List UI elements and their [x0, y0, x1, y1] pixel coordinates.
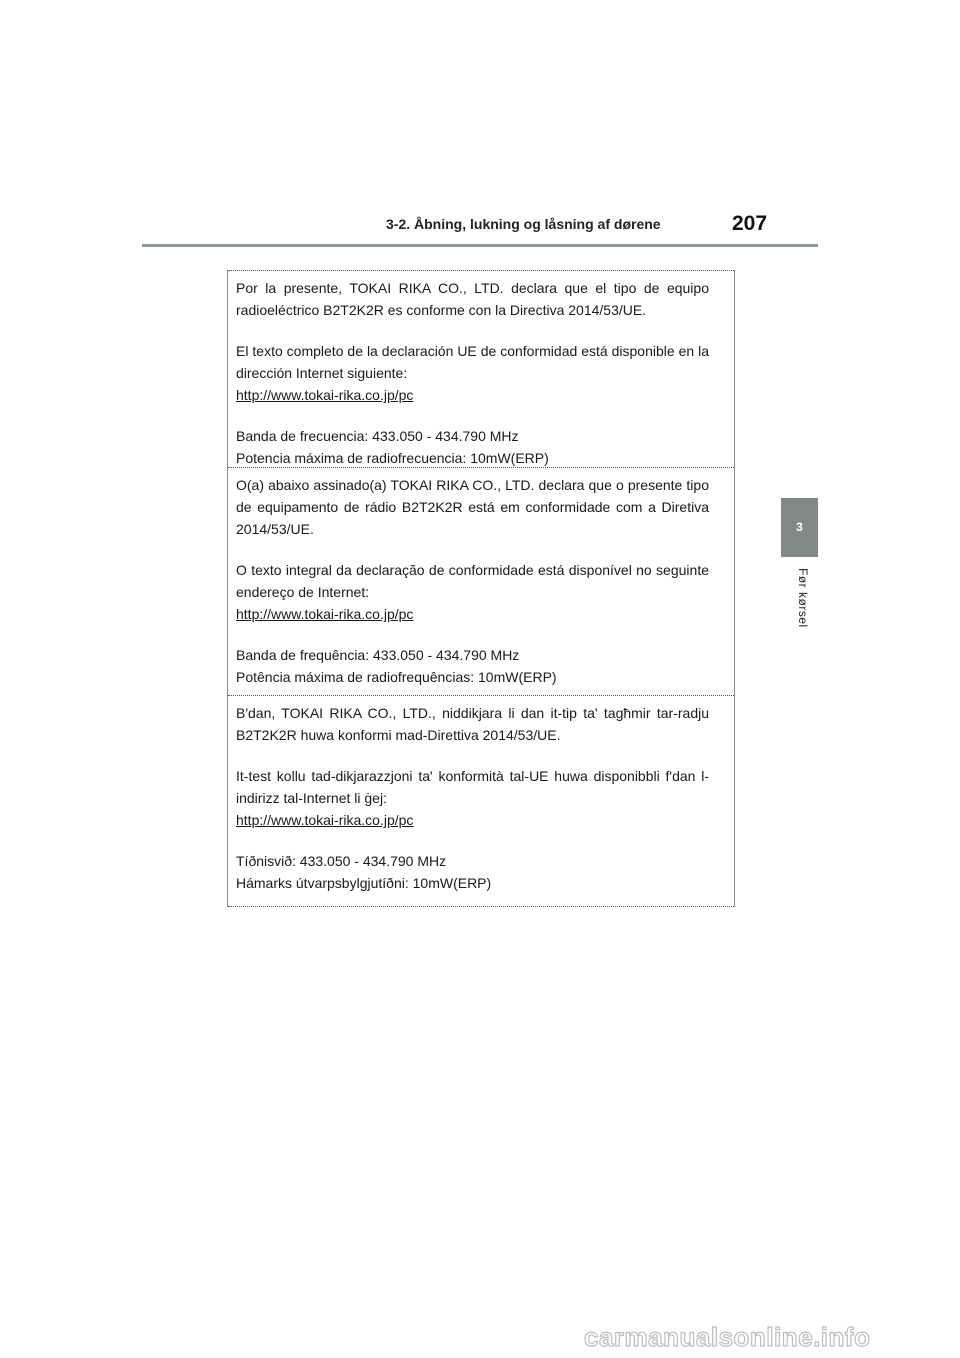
chapter-tab: 3: [781, 498, 818, 557]
chapter-label: Før kørsel: [796, 568, 810, 628]
declaration-section-portuguese: [228, 467, 734, 695]
frequency-text: Banda de frequência: 433.050 - 434.790 MHz: [236, 647, 520, 663]
availability-text: It-test kollu tad-dikjarazzjoni ta' konformità tal-UE huwa disponibbli f'dan l-indirizz tal-Internet li ġej:: [236, 768, 709, 806]
declaration-url-link[interactable]: http://www.tokai-rika.co.jp/pc: [236, 606, 414, 622]
power-text: Hámarks útvarpsbylgjutíðni: 10mW(ERP): [236, 875, 492, 891]
watermark-text: carmanualsonline.info: [584, 1322, 871, 1352]
declaration-url-link[interactable]: http://www.tokai-rika.co.jp/pc: [236, 387, 414, 403]
declaration-url-link[interactable]: http://www.tokai-rika.co.jp/pc: [236, 812, 414, 828]
declaration-section-maltese: [228, 695, 734, 907]
availability-text: O texto integral da declaração de conformidade está disponível no seguinte endereço de Internet:: [236, 562, 709, 600]
declaration-text: B'dan, TOKAI RIKA CO., LTD., niddikjara li dan it-tip ta' tagħmir tar-radju B2T2K2R huwa konformi mad-Direttiva 2014/53/UE.: [236, 705, 709, 743]
declaration-text: O(a) abaixo assinado(a) TOKAI RIKA CO., LTD. declara que o presente tipo de equipamento de rádio B2T2K2R está em conformidade com a Diretiva 2014/53/UE.: [236, 477, 709, 537]
availability-text: El texto completo de la declaración UE de conformidad está disponible en la dirección Internet siguiente:: [236, 343, 709, 381]
header-rule: [142, 244, 818, 247]
power-text: Potência máxima de radiofrequências: 10mW(ERP): [236, 669, 557, 685]
declaration-section-spanish: [228, 270, 734, 467]
frequency-text: Banda de frecuencia: 433.050 - 434.790 MHz: [236, 428, 519, 444]
declaration-text: Por la presente, TOKAI RIKA CO., LTD. declara que el tipo de equipo radioeléctrico B2T2K2R es conforme con la Directiva 2014/53/UE.: [236, 280, 709, 318]
section-title: 3-2. Åbning, lukning og låsning af dørene: [386, 216, 661, 232]
page-number: 207: [732, 212, 768, 235]
power-text: Potencia máxima de radiofrecuencia: 10mW(ERP): [236, 450, 549, 466]
frequency-text: Tíðnisvið: 433.050 - 434.790 MHz: [236, 853, 447, 869]
declaration-box: [227, 270, 735, 907]
watermark-logo: [580, 1320, 956, 1354]
